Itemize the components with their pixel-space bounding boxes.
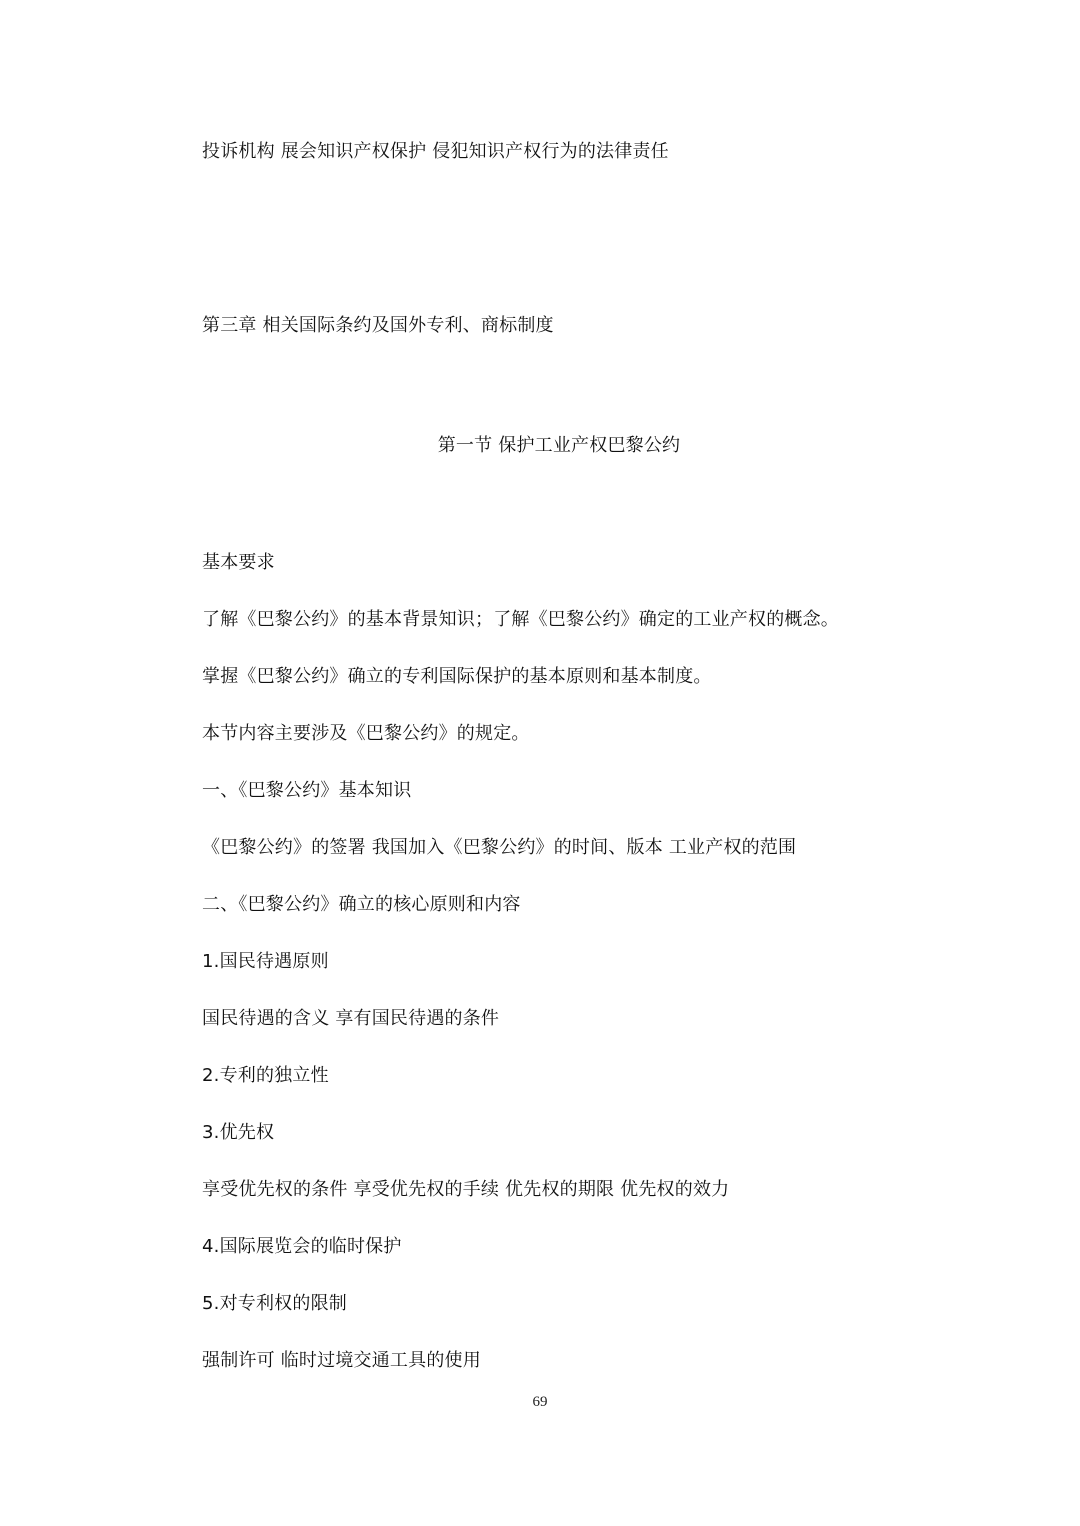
paragraph-section-content: 本节内容主要涉及《巴黎公约》的规定。 bbox=[202, 723, 530, 744]
heading-basic-knowledge: 一、《巴黎公约》基本知识 bbox=[202, 780, 412, 801]
subheading-basic-requirements: 基本要求 bbox=[202, 552, 275, 573]
text-line-national-treatment-details: 国民待遇的含义 享有国民待遇的条件 bbox=[202, 1008, 500, 1029]
text-line-complaint-agencies: 投诉机构 展会知识产权保护 侵犯知识产权行为的法律责任 bbox=[202, 141, 669, 162]
heading-core-principles: 二、《巴黎公约》确立的核心原则和内容 bbox=[202, 894, 521, 915]
item-patent-limitations: 5.对专利权的限制 bbox=[202, 1293, 347, 1314]
item-priority-right: 3.优先权 bbox=[202, 1122, 275, 1143]
chapter-heading: 第三章 相关国际条约及国外专利、商标制度 bbox=[202, 315, 554, 336]
item-national-treatment: 1.国民待遇原则 bbox=[202, 951, 329, 972]
text-line-limitations-details: 强制许可 临时过境交通工具的使用 bbox=[202, 1350, 481, 1371]
text-line-signing: 《巴黎公约》的签署 我国加入《巴黎公约》的时间、版本 工业产权的范围 bbox=[202, 837, 797, 858]
item-patent-independence: 2.专利的独立性 bbox=[202, 1065, 329, 1086]
page-number: 69 bbox=[532, 1394, 548, 1410]
text-line-priority-details: 享受优先权的条件 享受优先权的手续 优先权的期限 优先权的效力 bbox=[202, 1179, 730, 1200]
item-exhibition-protection: 4.国际展览会的临时保护 bbox=[202, 1236, 402, 1257]
section-heading: 第一节 保护工业产权巴黎公约 bbox=[437, 435, 681, 456]
paragraph-master: 掌握《巴黎公约》确立的专利国际保护的基本原则和基本制度。 bbox=[202, 666, 712, 687]
paragraph-understand: 了解《巴黎公约》的基本背景知识；了解《巴黎公约》确定的工业产权的概念。 bbox=[202, 609, 839, 630]
